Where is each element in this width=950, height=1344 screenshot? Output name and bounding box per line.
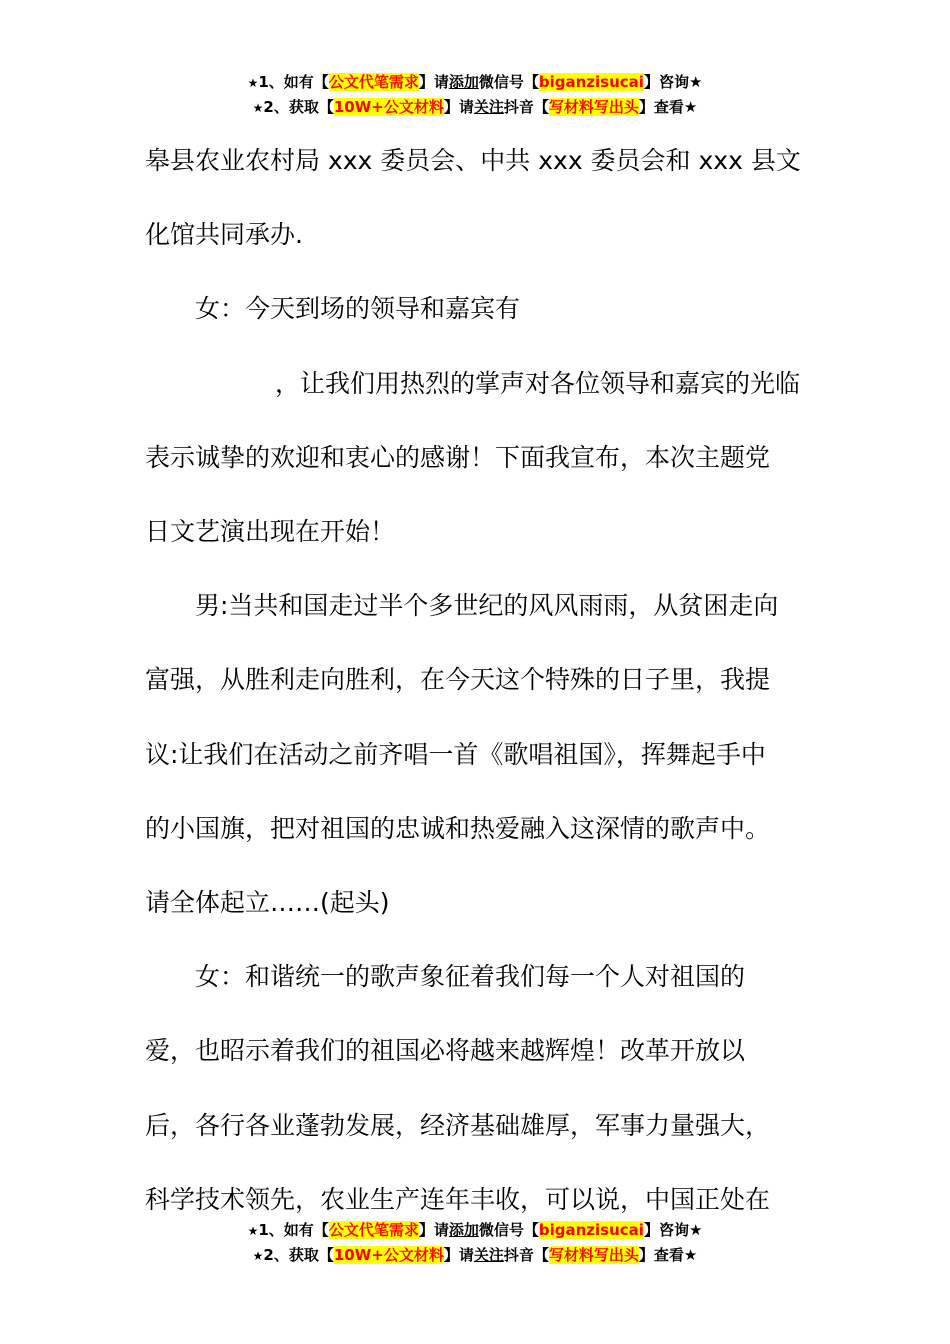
body-line: 请全体起立……(起头) (145, 888, 390, 918)
body-line: 后，各行各业蓬勃发展，经济基础雄厚，军事力量强大， (145, 1110, 771, 1140)
highlight-materials: 10W+公文材料 (333, 98, 444, 116)
body-line: 富强，从胜利走向胜利，在今天这个特殊的日子里，我提 (145, 665, 771, 695)
body-line: ，让我们用热烈的掌声对各位领导和嘉宾的光临 (275, 368, 801, 398)
body-line: 科学技术领先，农业生产连年丰收，可以说，中国正处在 (145, 1184, 771, 1214)
highlight-service: 公文代笔需求 (328, 1221, 419, 1239)
body-line: 表示诚挚的欢迎和衷心的感谢！下面我宣布，本次主题党 (145, 442, 771, 472)
highlight-douyin: 写材料写出头 (548, 1246, 639, 1264)
document-body (145, 124, 810, 1237)
body-line: 化馆共同承办. (145, 220, 303, 250)
highlight-douyin: 写材料写出头 (548, 98, 639, 116)
body-line: 皋县农业农村局 xxx 委员会、中共 xxx 委员会和 xxx 县文 (145, 146, 801, 175)
banner-line-2: ★2、获取【10W+公文材料】请关注抖音【写材料写出头】查看★ (252, 1246, 698, 1264)
body-line: 女：今天到场的领导和嘉宾有 (195, 294, 521, 324)
header-banner (0, 70, 950, 120)
body-line: 女：和谐统一的歌声象征着我们每一个人对祖国的 (195, 962, 746, 992)
banner-line-2: ★2、获取【10W+公文材料】请关注抖音【写材料写出头】查看★ (252, 98, 698, 116)
body-line: 议:让我们在活动之前齐唱一首《歌唱祖国》，挥舞起手中 (145, 739, 766, 769)
highlight-service: 公文代笔需求 (328, 73, 419, 91)
body-line: 爱，也昭示着我们的祖国必将越来越辉煌！改革开放以 (145, 1036, 746, 1066)
banner-line-1: ★1、如有【公文代笔需求】请添加微信号【biganzisucai】咨询★ (247, 1221, 703, 1239)
highlight-materials: 10W+公文材料 (333, 1246, 444, 1264)
body-line: 日文艺演出现在开始！ (145, 517, 396, 547)
body-line: 的小国旗，把对祖国的忠诚和热爱融入这深情的歌声中。 (145, 813, 771, 843)
highlight-wechat-id: biganzisucai (538, 73, 644, 91)
body-line: 男:当共和国走过半个多世纪的风风雨雨，从贫困走向 (195, 591, 779, 621)
footer-banner (0, 1218, 950, 1268)
highlight-wechat-id: biganzisucai (538, 1221, 644, 1239)
banner-line-1: ★1、如有【公文代笔需求】请添加微信号【biganzisucai】咨询★ (247, 73, 703, 91)
